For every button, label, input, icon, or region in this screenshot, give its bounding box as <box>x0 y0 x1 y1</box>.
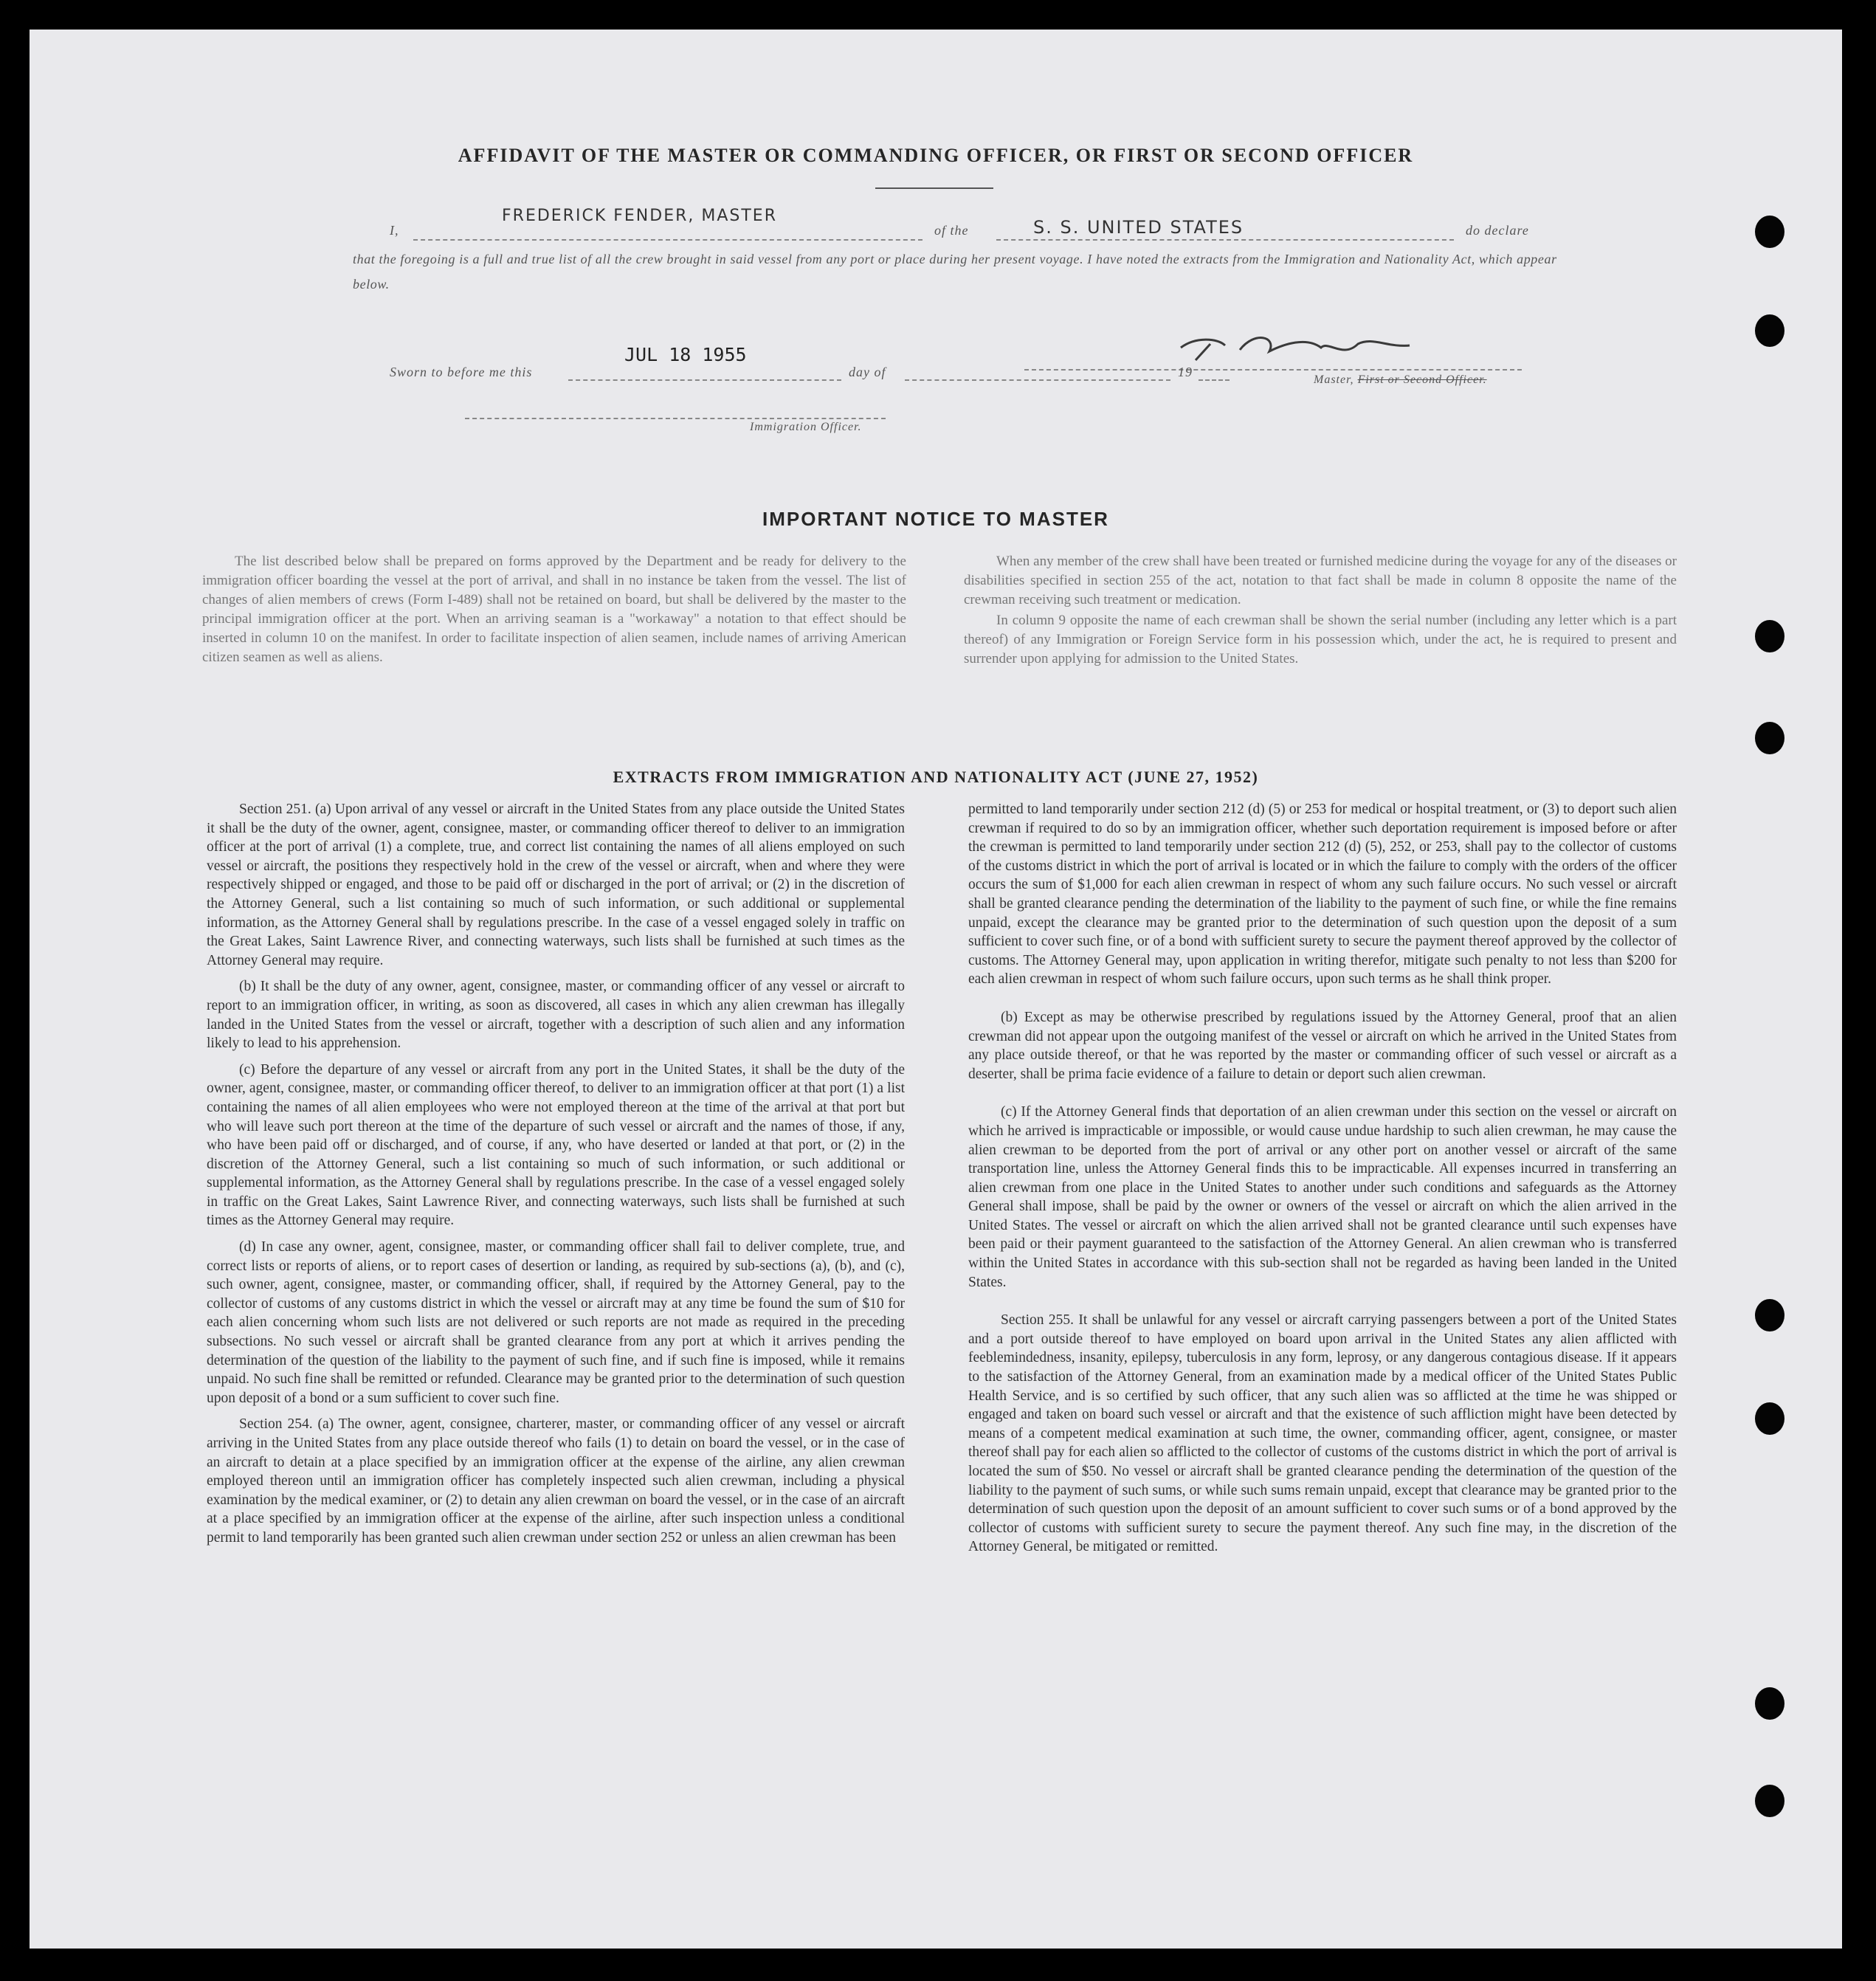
affidavit-title: AFFIDAVIT OF THE MASTER OR COMMANDING OFFICER, OR FIRST OR SECOND OFFICER <box>458 145 1414 166</box>
section-251a: Section 251. (a) Upon arrival of any vessel or aircraft in the United States from any place outside the United States it shall be the duty of the owner, agent, consignee, master, or commanding officer thereof to deliver to an immigration officer at the port of arrival (1) a complete, true, and correct list containing the names of all aliens employed on such vessel or aircraft, the positions they respectively hold in the crew of the vessel or aircraft, when and where they were respectively shipped or engaged, and those to be paid off or discharged in the port of arrival; or (2) in the discretion of the Attorney General, such a list containing so much of such information, or such additional or supplemental information, as the Attorney General shall by regulations prescribe. In the case of a vessel engaged solely in traffic on the Great Lakes, Saint Lawrence River, and connecting waterways, such lists shall be furnished at such times as the Attorney General may require. <box>207 802 905 968</box>
title-divider <box>875 187 993 189</box>
binder-hole <box>1755 1402 1784 1435</box>
binder-hole <box>1755 216 1784 248</box>
sworn-day-line <box>568 379 841 381</box>
vessel-line <box>996 239 1454 241</box>
notice-right <box>964 552 1677 676</box>
notice-title: IMPORTANT NOTICE TO MASTER <box>762 508 1109 530</box>
year-label: 19 <box>1178 365 1193 379</box>
section-251c: (c) Before the departure of any vessel or aircraft from any port in the United States, it shall be the duty of the owner, agent, consignee, master, or commanding officer thereof, to deliver to an immigration officer at that port (1) a list containing the names of all alien employees who were not employed thereon at the time of the arrival at that port but who will leave such port thereon at the time of the departure of such vessel or aircraft and the names of those, if any, who have been paid off or discharged, and of course, if any, who have deserted or landed at that port, or (2) in the discretion of the Attorney General, such a list containing so much of such information, or such additional or supplemental information, as the Attorney General shall by regulations prescribe. In the case of a vessel engaged solely in traffic on the Great Lakes, Saint Lawrence River, and connecting waterways, such lists shall be furnished at such times as the Attorney General may require. <box>207 1061 905 1229</box>
section-254a-cont: permitted to land temporarily under section 212 (d) (5) or 253 for medical or hospital treatment, or (3) to deport such alien crewman if required to do so by an immigration officer, whether such deportation requirement is imposed before or after the crewman is permitted to land temporarily under section 212 (d) (5), 252, or 253, shall pay to the collector of customs of the customs district in which the port of arrival is located or in which the failure to comply with the orders of the officer occurs the sum of $1,000 for each alien crewman in respect of whom any such failure occurs. No such vessel or aircraft shall be granted clearance pending the determination of the liability to the payment of such fine, or while the fine remains unpaid, except the clearance may be granted prior to the determination of such question upon the deposit of a sum sufficient to cover such fine, or of a bond with sufficient surety to secure the payment thereof approved by the collector of customs. The Attorney General may, upon application in writing therefor, mitigate such penalty to not less than $200 for each alien crewman in respect of whom such failure occurs, upon such terms as he shall think proper. <box>968 802 1677 988</box>
extracts-title: EXTRACTS FROM IMMIGRATION AND NATIONALITY ACT (JUNE 27, 1952) <box>613 768 1259 786</box>
i-label: I, <box>390 223 399 238</box>
day-of-label: day of <box>849 365 886 379</box>
section-251b: (b) It shall be the duty of any owner, agent, consignee, master, or commanding officer of any vessel or aircraft to report to an immigration officer, in writing, as soon as discovered, all cases in which any alien crewman has illegally landed in the United States from the vessel or aircraft, together with a description of such alien and any information likely to lead to his apprehension. <box>207 979 905 1052</box>
signature-caption-struck: First or Second Officer. <box>1357 373 1487 386</box>
of-the-label: of the <box>934 223 969 238</box>
immigration-officer-line <box>465 418 886 419</box>
binder-hole <box>1755 620 1784 652</box>
declarant-line <box>413 239 923 241</box>
binder-hole <box>1755 1299 1784 1331</box>
notice-left <box>202 552 906 675</box>
signature-line <box>1024 369 1522 371</box>
document-page <box>30 30 1842 1949</box>
notice-left-text: The list described below shall be prepared on forms approved by the Department and be ready for delivery to the immigration officer boarding the vessel at the port of arrival, and shall in no instance be taken from the vessel. The list of changes of alien members of crews (Form I-489) shall not be retained on board, but shall be delivered by the master to the principal immigration officer at the port. When an arriving seaman is a "workaway" a notation to that effect should be inserted in column 10 on the manifest. In order to facilitate inspection of alien seamen, include names of arriving American citizen seamen as well as aliens. <box>202 554 906 665</box>
immigration-officer-label: Immigration Officer. <box>750 421 862 433</box>
binder-hole <box>1755 1687 1784 1720</box>
signature-caption <box>1314 373 1487 387</box>
section-251d: (d) In case any owner, agent, consignee, master, or commanding officer shall fail to deliver complete, true, and correct lists or reports of aliens, or to report cases of desertion or landing, as required by sub-sections (a), (b), and (c), such owner, agent, consignee, master, or commanding officer, shall, if required by the Attorney General, pay to the collector of customs of any customs district in which the vessel or aircraft may at any time be found the sum of $10 for each alien concerning whom such lists are not delivered or such reports are not made as required in the preceding subsections. No such vessel or aircraft shall be granted clearance from any port at which it arrives pending the determination of the question of the liability to the payment of such fine, and if such fine is imposed, while it remains unpaid. No such fine shall be remitted or refunded. Clearance may be granted prior to the determination of such question upon deposit of a bond or a sum sufficient to cover such fine. <box>207 1239 905 1406</box>
affidavit-statement: that the foregoing is a full and true list of all the crew brought in said vessel from any port or place during her present voyage. I have noted the extracts from the Immigration and Nationality Act, which appear below. <box>353 252 1557 292</box>
year-line <box>1199 379 1230 381</box>
vessel-name: S. S. UNITED STATES <box>1033 217 1244 238</box>
do-declare-label: do declare <box>1466 223 1529 238</box>
declarant-name: FREDERICK FENDER, MASTER <box>502 207 777 225</box>
notice-right-text-1: When any member of the crew shall have been treated or furnished medicine during the voyage for any of the diseases or disabilities specified in section 255 of the act, notation to that fact shall be made in column 8 opposite the name of the crewman receiving such treatment or medication. <box>964 554 1677 607</box>
notice-right-text-2: In column 9 opposite the name of each crewman shall be shown the serial number (including any letter which is a part thereof) of any Immigration or Foreign Service form in his possession which, under the act, he is required to present and surrender upon applying for admission to the United States. <box>964 613 1677 666</box>
sworn-date-stamp: JUL 18 1955 <box>624 344 747 365</box>
binder-hole <box>1755 722 1784 754</box>
section-255: Section 255. It shall be unlawful for any vessel or aircraft carrying passengers between a port of the United States and a port outside thereof to have employed on board upon arrival in the United States any alien afflicted with feeblemindedness, insanity, epilepsy, tuberculosis in any form, leprosy, or any dangerous contagious disease. If it appears to the satisfaction of the Attorney General, from an examination made by a medical officer of the United States Public Health Service, and is so certified by such officer, that any such alien was so afflicted at the time he was shipped or engaged and taken on board such vessel or aircraft and that the existence of such affliction might have been detected by means of a competent medical examination at such time, the owner, commanding officer, agent, consignee, or master thereof shall pay for each alien so afflicted to the collector of customs of the customs district in which the port of arrival is located the sum of $50. No vessel or aircraft shall be granted clearance pending the determination of the question of the liability to the payment of such sums, or while such sums remain unpaid, except that clearance may be granted prior to the determination of such question upon the deposit of an amount sufficient to cover such sums or of a bond approved by the collector of customs with sufficient surety to secure the payment thereof. Any such fine may, in the discretion of the Attorney General, be mitigated or remitted. <box>968 1312 1677 1555</box>
extracts-left-column <box>207 800 905 1555</box>
section-254c: (c) If the Attorney General finds that deportation of an alien crewman under this section on the vessel or aircraft on which he arrived is impracticable or impossible, or would cause undue hardship to such alien crewman, he may cause the alien crewman to be deported from the port of arrival or any other port on another vessel or aircraft of the same transportation line, unless the Attorney General finds this to be impracticable. All expenses incurred in transferring an alien crewman from one place in the United States to another under such conditions and safeguards as the Attorney General shall impose, shall be paid by the owner or owners of the vessel or aircraft on which the alien arrived in the United States. The vessel or aircraft on which the alien arrived shall not be granted clearance until such expenses have been paid or their payment guaranteed to the satisfaction of the Attorney General. An alien crewman who is transferred within the United States in accordance with this sub-section shall not be regarded as having been landed in the United States. <box>968 1104 1677 1290</box>
sworn-label: Sworn to before me this <box>390 365 533 379</box>
binder-hole <box>1755 1785 1784 1817</box>
signature-caption-master: Master, <box>1314 373 1354 386</box>
extracts-right-column <box>968 800 1677 1564</box>
section-254a: Section 254. (a) The owner, agent, consignee, charterer, master, or commanding officer of any vessel or aircraft arriving in the United States from any place outside thereof who fails (1) to detain on board the vessel, or in the case of an aircraft to detain at a place specified by an immigration officer at the expense of the airline, any alien crewman employed thereon until an immigration officer has completely inspected such alien crewman, including a physical examination by the medical examiner, or (2) to detain any alien crewman on board the vessel, or in the case of an aircraft at a place specified by an immigration officer at the expense of the airline, after such inspection unless a conditional permit to land temporarily has been granted such alien crewman under section 252 or unless an alien crewman has been <box>207 1416 905 1546</box>
binder-hole <box>1755 314 1784 347</box>
section-254b: (b) Except as may be otherwise prescribed by regulations issued by the Attorney General, proof that an alien crewman did not appear upon the outgoing manifest of the vessel or aircraft on which he arrived in the United States from any place outside thereof, or that he was reported by the master or commanding officer of such vessel or aircraft as a deserter, shall be prima facie evidence of a failure to detain or deport such alien crewman. <box>968 1009 1677 1082</box>
master-signature <box>1166 314 1461 373</box>
month-line <box>905 379 1170 381</box>
